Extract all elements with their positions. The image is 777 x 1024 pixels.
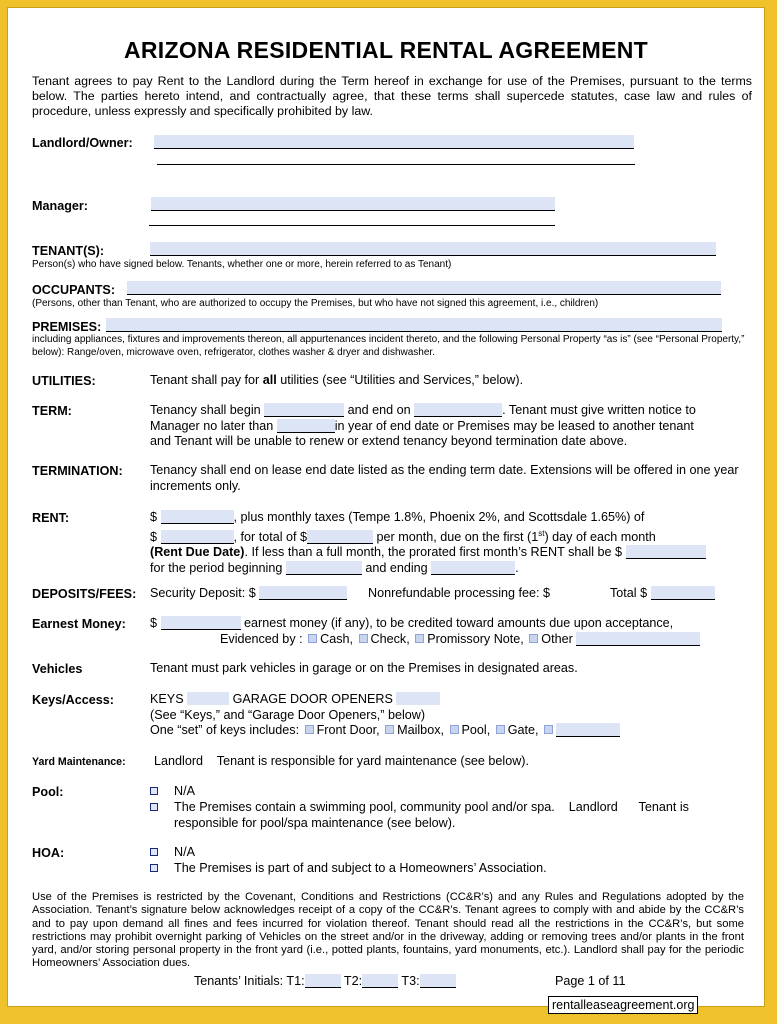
- rental-agreement-page: [7, 7, 765, 1007]
- ccr-paragraph: Use of the Premises is restricted by the Covenant, Conditions and Restrictions (CC&R’s) and any Rules and Regulations adopted by the Association. Tenant’s signature below acknowledges receipt of a copy of the CC&R’s. Tenant agrees to comply with and abide by the CC&R’s and to pay upon demand all fines and fees incurred for violation thereof. Tenant should read all the restrictions in the CC&R’s, but some restrictions may prohibit overnight parking of Vehicles on the street and/or in the driveway, adding or removing trees and/or plants in the front yard, and/or storing personal property in the front yard (i.e., potted plants, fountains, yard monuments, etc.). Landlord shall pay for the periodic Homeowners’ Association dues.: [32, 891, 744, 970]
- rent-tax-field[interactable]: [161, 530, 234, 544]
- period-end-field[interactable]: [431, 561, 515, 575]
- occupants-field[interactable]: [127, 281, 721, 295]
- check-checkbox[interactable]: [359, 634, 368, 643]
- tenants-label: TENANT(S):: [32, 244, 105, 258]
- earnest-label: Earnest Money:: [32, 617, 126, 631]
- termination-label: TERMINATION:: [32, 464, 123, 478]
- premises-label: PREMISES:: [32, 320, 102, 334]
- intro-paragraph: Tenant agrees to pay Rent to the Landlord during the Term hereof in exchange for use of the Premises, pursuant to the terms below. The parties hereto intend, and contractually agree, that these terms shall supercede statutes, case law and rules of procedure, unless expressly and specifically prohibited by law.: [32, 74, 752, 119]
- occupants-label: OCCUPANTS:: [32, 283, 116, 297]
- cash-checkbox[interactable]: [308, 634, 317, 643]
- rent-label: RENT:: [32, 511, 70, 525]
- document-title: ARIZONA RESIDENTIAL RENTAL AGREEMENT: [123, 37, 649, 63]
- landlord-field[interactable]: [154, 135, 634, 149]
- utilities-text: Tenant shall pay for all utilities (see “Utilities and Services,” below).: [150, 373, 524, 387]
- initials-t2-field[interactable]: [362, 974, 398, 988]
- keys-text: KEYS GARAGE DOOR OPENERS (See “Keys,” and “Garage Door Openers,” below) One “set” of keys includes: Front Door, Mailbox, Pool, Gate,: [150, 692, 748, 739]
- rent-text: $ , plus monthly taxes (Tempe 1.8%, Phoenix 2%, and Scottsdale 1.65%) of $ , for total of $ per month, due on the first (1st) day of each month (Rent Due Date). If less than a full month, the prorated first month’s RENT shall be $ for the period beginning and ending .: [150, 510, 748, 577]
- term-text: Tenancy shall begin and end on . Tenant must give written notice to Manager no later than in year of end date or Premises may be leased to another tenant and Tenant will be unable to renew or extend tenancy beyond termination date above.: [150, 403, 696, 449]
- earnest-text: $ earnest money (if any), to be credited toward amounts due upon acceptance, Evidenced by : Cash, Check, Promissory Note, Other: [150, 616, 748, 647]
- mailbox-checkbox[interactable]: [385, 725, 394, 734]
- other-key-field[interactable]: [556, 723, 620, 737]
- page-number: Page 1 of 11: [555, 974, 626, 988]
- pool-na-checkbox[interactable]: [150, 787, 158, 795]
- initials-t3-field[interactable]: [420, 974, 456, 988]
- vehicles-label: Vehicles: [32, 662, 83, 676]
- tenant-initials: Tenants’ Initials: T1: T2: T3:: [194, 974, 456, 990]
- prorated-rent-field[interactable]: [626, 545, 706, 559]
- other-key-checkbox[interactable]: [544, 725, 553, 734]
- manager-field[interactable]: [151, 197, 555, 211]
- occupants-note: (Persons, other than Tenant, who are authorized to occupy the Premises, but who have not signed this agreement, i.e., children): [32, 298, 599, 309]
- notice-field[interactable]: [277, 419, 335, 433]
- keys-count-field[interactable]: [187, 692, 229, 705]
- landlord-label: Landlord/Owner:: [32, 136, 133, 150]
- other-field[interactable]: [576, 632, 700, 646]
- vehicles-text: Tenant must park vehicles in garage or on the Premises in designated areas.: [150, 661, 578, 675]
- landlord-line-1: [154, 148, 634, 149]
- tenants-field[interactable]: [150, 242, 716, 256]
- keys-label: Keys/Access:: [32, 693, 114, 707]
- hoa-yes-checkbox[interactable]: [150, 864, 158, 872]
- promissory-checkbox[interactable]: [415, 634, 424, 643]
- deposit-total: Total $: [610, 586, 715, 602]
- term-begin-field[interactable]: [264, 403, 344, 417]
- pool-yes-checkbox[interactable]: [150, 803, 158, 811]
- hoa-na-checkbox[interactable]: [150, 848, 158, 856]
- source-watermark: rentalleaseagreement.org: [548, 996, 698, 1014]
- security-deposit: Security Deposit: $: [150, 586, 347, 602]
- rent-amount-field[interactable]: [161, 510, 234, 524]
- manager-line-2: [149, 225, 555, 226]
- hoa-na-text: N/A: [174, 845, 195, 859]
- landlord-line-2: [157, 164, 635, 165]
- tenants-note: Person(s) who have signed below. Tenants, whether one or more, herein referred to as Tenant): [32, 259, 452, 270]
- deposits-label: DEPOSITS/FEES:: [32, 587, 137, 601]
- premises-field[interactable]: [106, 318, 722, 332]
- term-label: TERM:: [32, 404, 72, 418]
- initials-t1-field[interactable]: [305, 974, 341, 988]
- yard-text: Landlord Tenant is responsible for yard maintenance (see below).: [154, 754, 529, 768]
- termination-text: Tenancy shall end on lease end date listed as the ending term date. Extensions will be offered in one year increments only.: [150, 463, 739, 493]
- front-door-checkbox[interactable]: [305, 725, 314, 734]
- pool-yes-text: The Premises contain a swimming pool, community pool and/or spa. Landlord Tenant is responsible for pool/spa maintenance (see below).: [174, 800, 693, 830]
- other-checkbox[interactable]: [529, 634, 538, 643]
- security-deposit-field[interactable]: [259, 586, 347, 600]
- period-begin-field[interactable]: [286, 561, 362, 575]
- pool-na-text: N/A: [174, 784, 195, 798]
- processing-fee-label: Nonrefundable processing fee: $: [368, 586, 551, 600]
- gate-checkbox[interactable]: [496, 725, 505, 734]
- hoa-yes-text: The Premises is part of and subject to a Homeowners’ Association.: [174, 861, 547, 875]
- term-end-field[interactable]: [414, 403, 502, 417]
- manager-label: Manager:: [32, 199, 88, 213]
- openers-count-field[interactable]: [396, 692, 440, 705]
- hoa-label: HOA:: [32, 846, 65, 860]
- pool-label: Pool:: [32, 785, 64, 799]
- utilities-label: UTILITIES:: [32, 374, 96, 388]
- premises-note: including appliances, fixtures and improvements thereon, all appurtenances incident thereto, and the following Personal Property “as is” (see “Personal Property,” below): Range/oven, microwave oven, refrigerator, clothes washer & dryer and dishwasher.: [32, 334, 745, 358]
- manager-line-1: [151, 210, 555, 211]
- earnest-amount-field[interactable]: [161, 616, 241, 630]
- yard-label: Yard Maintenance:: [32, 756, 126, 768]
- rent-total-field[interactable]: [307, 530, 373, 544]
- deposit-total-field[interactable]: [651, 586, 715, 600]
- pool-key-checkbox[interactable]: [450, 725, 459, 734]
